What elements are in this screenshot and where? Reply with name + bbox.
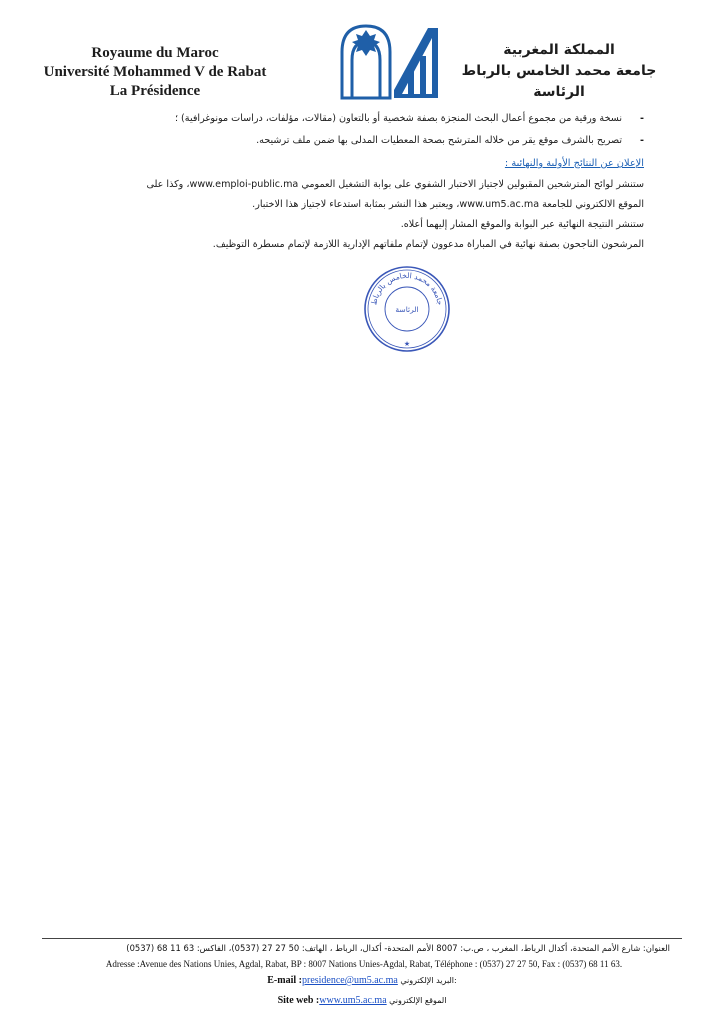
bullet-text: نسخة ورقية من مجموع أعمال البحث المنجزة بصفة شخصية أو بالتعاون (مقالات، مؤلفات، دراسات مونوغرافية) ؛	[174, 113, 622, 124]
email-label: E-mail :	[267, 975, 302, 986]
stamp-outer-text: جامعة محمد الخامس بالرباط	[369, 270, 445, 306]
header-french	[40, 44, 270, 101]
footer-divider	[42, 938, 682, 939]
web-label: Site web :	[277, 995, 320, 1006]
email-label-arabic: البريد الإلكتروني:	[400, 976, 457, 985]
footer-address-arabic: العنوان: شارع الأمم المتحدة، أكدال الرباط، المغرب ، ص.ب: 8007 الأمم المتحدة- أكدال، الرباط ، الهاتف: 50 27 27 (0537)، الفاكس: 63 11 68 (0537)	[126, 943, 670, 953]
stamp-center-text: الرئاسة	[395, 305, 419, 314]
header-ar-university: جامعة محمد الخامس بالرباط	[461, 63, 657, 79]
bullet-marker: -	[640, 135, 644, 146]
footer-website	[0, 994, 724, 1008]
header-ar-presidency: الرئاسة	[533, 84, 585, 100]
header-fr-presidency: La Présidence	[109, 83, 201, 99]
header-fr-kingdom: Royaume du Maroc	[91, 45, 219, 61]
header-ar-kingdom: المملكة المغربية	[503, 42, 615, 58]
official-stamp	[362, 264, 452, 354]
footer-address-french: Adresse :Avenue des Nations Unies, Agdal, Rabat, BP : 8007 Nations Unies-Agdal, Rabat, Téléphone : (0537) 27 27 50, Fax : (0537) 68 11 63.	[105, 959, 623, 969]
paragraph-line: ستنشر النتيجة النهائية عبر البوابة والموقع المشار إليهما أعلاه.	[400, 219, 644, 230]
website-link[interactable]: www.um5.ac.ma	[319, 995, 387, 1006]
bullet-item	[84, 112, 644, 126]
section-title-results: الإعلان عن النتائج الأولية والنهائية :	[504, 158, 644, 169]
stamp-star-icon: ★	[403, 340, 411, 348]
paragraph-line: الموقع الالكتروني للجامعة www.um5.ac.ma، ويعتبر هذا النشر بمثابة استدعاء لاجتياز هذا الاختبار.	[252, 199, 644, 210]
university-logo	[334, 20, 442, 102]
header-arabic	[434, 40, 684, 103]
header-fr-university: Université Mohammed V de Rabat	[43, 64, 267, 80]
email-link[interactable]: presidence@um5.ac.ma	[301, 975, 398, 986]
bullet-item	[84, 134, 644, 148]
paragraph-line: ستنشر لوائح المترشحين المقبولين لاجتياز الاختبار الشفوي على بوابة التشغيل العمومي www.emploi-public.ma، وكذا على	[146, 179, 644, 190]
bullet-marker: -	[640, 113, 644, 124]
footer-email	[0, 974, 724, 988]
web-label-arabic: الموقع الإلكتروني	[389, 996, 447, 1005]
bullet-text: تصريح بالشرف موقع يقر من خلاله المترشح بصحة المعطيات المدلى بها ضمن ملف ترشيحه.	[256, 135, 622, 146]
paragraph-line: المرشحون الناجحون بصفة نهائية في المباراة مدعوون لإتمام ملفاتهم الإدارية اللازمة لإتمام مسطرة التوظيف.	[212, 239, 644, 250]
